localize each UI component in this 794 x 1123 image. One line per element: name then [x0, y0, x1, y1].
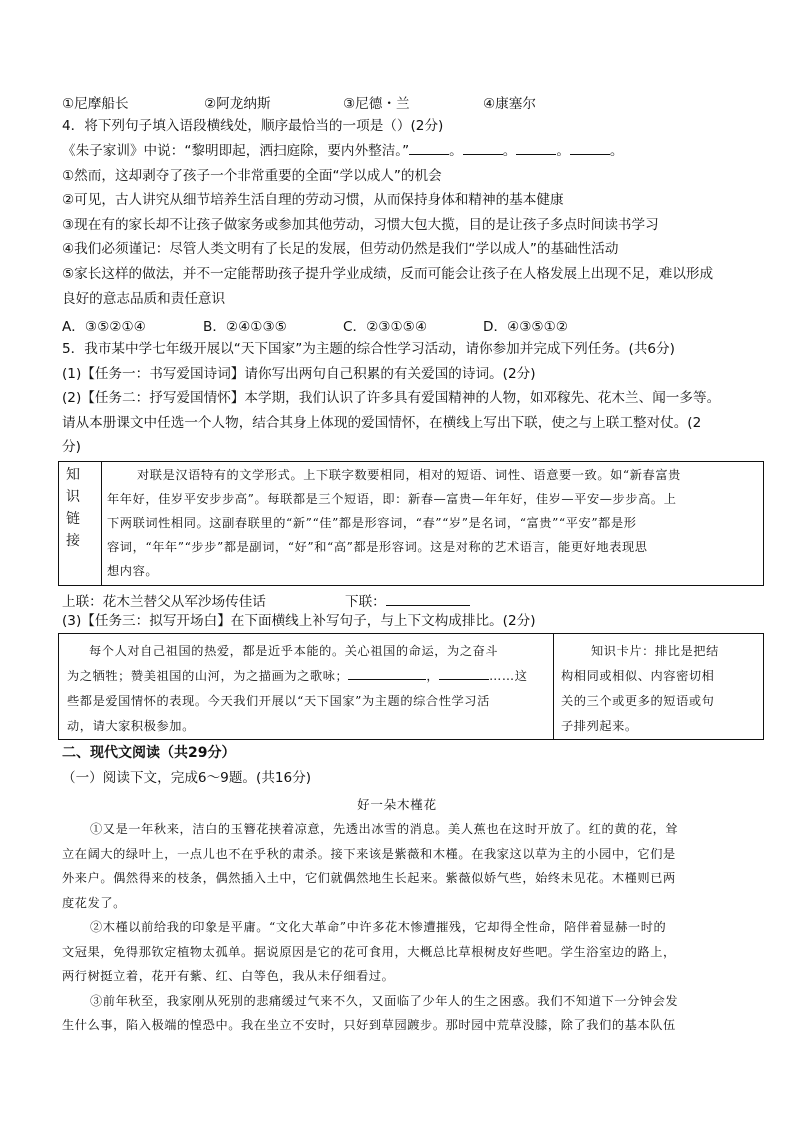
knowledge-label-char: 链 — [66, 511, 80, 527]
opening-blank-1[interactable] — [348, 667, 426, 680]
opening-blank-2[interactable] — [439, 667, 489, 680]
q4-item-5-cont: 良好的意志品质和责任意识 — [62, 291, 226, 307]
q5-task1: (1)【任务一：书写爱国诗词】请你写出两句自己积累的有关爱国的诗词。(2分) — [62, 366, 536, 382]
q4-item-2: ②可见，古人讲究从细节培养生活自理的劳动习惯，从而保持身体和精神的基本健康 — [62, 192, 564, 208]
card-line: 子排列起来。 — [561, 719, 638, 733]
q4-quote: 《朱子家训》中说：“黎明即起，洒扫庭除，要内外整洁。” — [62, 143, 410, 159]
couplet-lower-label: 下联： — [345, 594, 386, 610]
q4-item-1: ①然而，这却剥夺了孩子一个非常重要的全面“学以成人”的机会 — [62, 168, 442, 184]
q3-option-4: ④康塞尔 — [483, 96, 536, 112]
knowledge-text-line: 年年好，佳岁平安步步高”。每联都是三个短语，即：新春—富贵—年年好，佳岁—平安—步步高。上 — [107, 492, 677, 506]
passage-line: 生什么事，陷入极端的惶恐中。我在坐立不安时，只好到草园踱步。那时园中荒草没膝，除了我们的基本队伍 — [62, 1018, 676, 1032]
passage-line: ①又是一年秋来，洁白的玉簪花挟着凉意，先透出冰雪的消息。美人蕉也在这时开放了。红的黄的花，耸 — [90, 822, 679, 836]
section-sub: （一）阅读下文，完成6～9题。(共16分) — [62, 770, 312, 786]
q4-quote-line: 《朱子家训》中说：“黎明即起，洒扫庭除，要内外整洁。” 。 。 。 。 — [62, 143, 624, 159]
q5-task3: (3)【任务三：拟写开场白】在下面横线上补写句子，与上下文构成排比。(2分) — [62, 613, 536, 629]
knowledge-text-line: 想内容。 — [107, 564, 159, 578]
opening-line: 动，请大家积极参加。 — [67, 719, 195, 733]
knowledge-text-line: 下两联词性相同。这副春联里的“新”“佳”都是形容词，“春”“岁”是名词，“富贵”“平安”都是形 — [107, 516, 637, 530]
opening-line-2: 为之牺牲；赞美祖国的山河，为之描画为之歌咏； ， ……这 — [67, 669, 528, 683]
box-divider — [553, 634, 554, 739]
section-heading: 二、现代文阅读（共29分） — [62, 745, 236, 761]
q3-option-3: ③尼德・兰 — [343, 96, 410, 112]
q5-task2-line3: 分) — [62, 439, 81, 455]
q5-stem: 5．我市某中学七年级开展以“天下国家”为主题的综合性学习活动，请你参加并完成下列任务。(共6分) — [62, 341, 675, 357]
opening-line: 些都是爱国情怀的表现。今天我们开展以“天下国家”为主题的综合性学习活 — [67, 694, 490, 708]
card-line: 知识卡片：排比是把结 — [591, 644, 719, 658]
couplet-lower-line — [345, 593, 470, 611]
q4-item-4: ④我们必须谨记：尽管人类文明有了长足的发展，但劳动仍然是我们“学以成人”的基础性活动 — [62, 241, 619, 257]
q4-item-3: ③现在有的家长却不让孩子做家务或参加其他劳动，习惯大包大揽，目的是让孩子多点时间读书学习 — [62, 217, 659, 233]
answer-blank — [463, 142, 503, 155]
knowledge-label-char: 接 — [66, 533, 80, 549]
passage-line: ③前年秋至，我家刚从死别的悲痛缓过气来不久，又面临了少年人的生之困惑。我们不知道下一分钟会发 — [90, 994, 679, 1008]
couplet-upper: 上联：花木兰替父从军沙场传佳话 — [62, 594, 266, 610]
answer-blank — [570, 142, 610, 155]
knowledge-text-line: 容词，“年年”“步步”都是副词，“好”和“高”都是形容词。这是对称的艺术语言，能更好地表现思 — [107, 540, 648, 554]
knowledge-label-cell — [59, 462, 102, 585]
couplet-lower-input[interactable] — [386, 593, 470, 606]
card-line: 构相同或相似、内容密切相 — [561, 669, 715, 683]
q3-option-2: ②阿龙纳斯 — [204, 96, 271, 112]
opening-line: 每个人对自己祖国的热爱，都是近乎本能的。关心祖国的命运，为之奋斗 — [89, 644, 499, 658]
passage-line: 两行树挺立着，花开有紫、红、白等色，我从未仔细看过。 — [62, 969, 395, 983]
q3-option-1: ①尼摩船长 — [62, 96, 129, 112]
q4-stem: 4．将下列句子填入语段横线处，顺序最恰当的一项是（）(2分) — [62, 118, 444, 134]
passage-line: 文冠果，免得那钦定植物太孤单。据说原因是它的花可食用，大概总比草根树皮好些吧。学生浴室边的路上， — [62, 945, 676, 959]
q5-task2-line1: (2)【任务二：抒写爱国情怀】本学期，我们认识了许多具有爱国精神的人物，如邓稼先、花木兰、闻一多等。 — [62, 390, 721, 406]
answer-blank — [409, 142, 449, 155]
knowledge-text-line: 对联是汉语特有的文学形式。上下联字数要相同，相对的短语、词性、语意要一致。如“新春富贵 — [137, 468, 681, 482]
passage-line: ②木槿以前给我的印象是平庸。“文化大革命”中许多花木惨遭摧残，它却得全性命，陪伴着显赫一时的 — [90, 920, 667, 934]
q4-choice-d: D．④③⑤①② — [483, 319, 568, 335]
q5-task2-line2: 请从本册课文中任选一个人物，结合其身上体现的爱国情怀，在横线上写出下联，使之与上联工整对仗。(2 — [62, 415, 702, 431]
answer-blank — [516, 142, 556, 155]
q4-item-5: ⑤家长这样的做法，并不一定能帮助孩子提升学业成绩，反而可能会让孩子在人格发展上出现不足，难以形成 — [62, 266, 714, 282]
passage-line: 外来户。偶然得来的枝条，偶然插入土中，它们就偶然地生长起来。紫薇似娇气些，始终未见花。木槿则已两 — [62, 871, 676, 885]
knowledge-label-char: 知 — [66, 467, 80, 483]
q4-choice-b: B．②④①③⑤ — [203, 319, 287, 335]
card-line: 关的三个或更多的短语或句 — [561, 694, 715, 708]
q4-choice-a: A．③⑤②①④ — [62, 319, 146, 335]
passage-line: 度花发了。 — [62, 896, 126, 910]
q4-choice-c: C．②③①⑤④ — [343, 319, 428, 335]
passage-line: 立在阔大的绿叶上，一点儿也不在乎秋的肃杀。接下来该是紫薇和木槿。在我家这以草为主的小园中，它们是 — [62, 847, 676, 861]
knowledge-link-box — [58, 461, 764, 586]
passage-title: 好一朵木槿花 — [357, 797, 437, 812]
opening-remarks-box — [58, 633, 764, 740]
knowledge-label-char: 识 — [66, 489, 80, 505]
